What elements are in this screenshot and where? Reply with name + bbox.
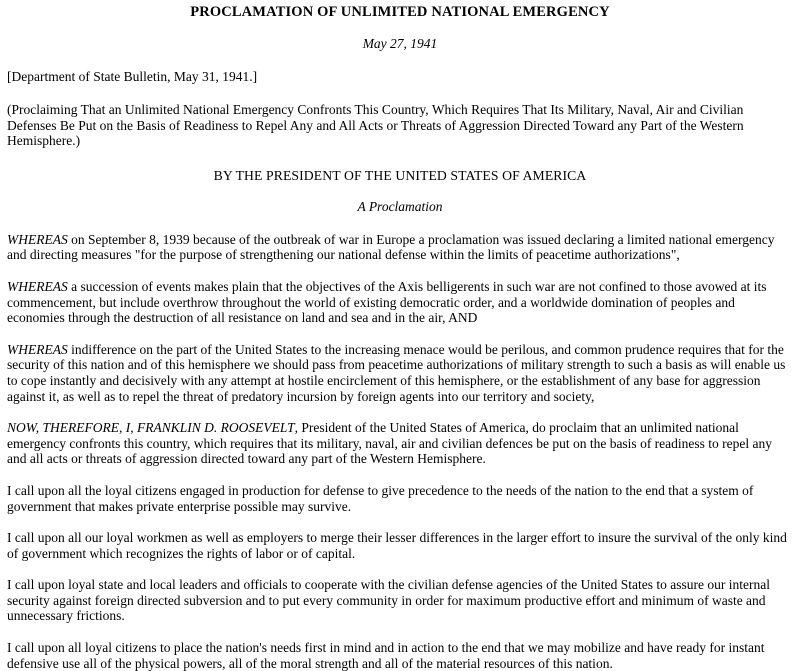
paragraph-text: I call upon all loyal citizens to place the nation's needs first in mind and in action to the end that we may mobilize and have ready for instant defensive use all of the physical powers, all of the moral strength and all of the material resources of this nation.	[7, 640, 765, 671]
paragraph-text: I call upon loyal state and local leaders and officials to cooperate with the civilian defense agencies of the United States to assure our internal security against foreign directed subversion and to put every community in order for maximum productive effort and minimum of waste and unnecessary frictions.	[7, 577, 770, 624]
paragraph-whereas-3	[7, 326, 793, 404]
paragraph-text: on September 8, 1939 because of the outbreak of war in Europe a proclamation was issued declaring a limited national emergency and directing measures "for the purpose of strengthening our national defense within the limits of peacetime authorizations",	[7, 231, 775, 263]
paragraph-lead-in: NOW, THEREFORE, I, FRANKLIN D. ROOSEVELT	[7, 420, 295, 436]
paragraph-text: indifference on the part of the United States to the increasing menace would be perilous, and common prudence requires that for the security of this nation and of this hemisphere we should pass from peacetime authorizations of military strength to such a basis as will enable us to cope instantly and decisively with any attempt at hostile encirclement of this hemisphere, or the establishment of any base for aggression against it, as well as to repel the threat of predatory incursion by foreign agents into our territory and society,	[7, 341, 786, 404]
heading-by-the-president: BY THE PRESIDENT OF THE UNITED STATES OF AMERICA	[213, 167, 587, 183]
paragraph-lead-in: WHEREAS	[7, 231, 68, 247]
paragraph-text: , President of the United States of America, do proclaim that an unlimited national emergency confronts this country, which requires that its military, naval, air and civilian defences be put on the basis of readiness to repel any and all acts or threats of aggression directed toward any part of the Western Hemisphere.	[7, 420, 773, 467]
paragraph-call-state-local-leaders	[7, 561, 793, 624]
paragraph-call-citizens-production	[7, 467, 793, 514]
page-title: PROCLAMATION OF UNLIMITED NATIONAL EMERGENCY	[190, 4, 610, 20]
paragraph-whereas-2	[7, 263, 793, 326]
paragraph-now-therefore	[7, 404, 793, 467]
paragraph-call-all-citizens	[7, 624, 793, 671]
source-citation: [Department of State Bulletin, May 31, 1941.]	[7, 69, 258, 84]
document-date: May 27, 1941	[362, 36, 438, 51]
paragraph-lead-in: WHEREAS	[7, 278, 68, 294]
heading-a-proclamation: A Proclamation	[357, 198, 443, 214]
paragraph-text: I call upon all our loyal workmen as well as employers to merge their lesser differences in the larger effort to insure the survival of the only kind of government which recognizes the rights of labor or of capital.	[7, 530, 787, 561]
paragraph-call-workmen-employers	[7, 514, 793, 561]
paragraph-text: I call upon all the loyal citizens engaged in production for defense to give precedence to the needs of the nation to the end that a system of government that makes private enterprise possible may survive.	[7, 482, 754, 514]
document-subtitle: (Proclaiming That an Unlimited National Emergency Confronts This Country, Which Requires That Its Military, Naval, Air and Civilian Defenses Be Put on the Basis of Readiness to Repel Any and All Acts or Threats of Aggression Directed Toward any Part of the Western Hemisphere.)	[7, 102, 744, 149]
paragraph-whereas-1	[7, 215, 793, 263]
paragraph-text: a succession of events makes plain that the objectives of the Axis belligerents in such war are not confined to those avowed at its commencement, but include overthrow throughout the world of existing democratic order, and a worldwide domination of peoples and economies through the destruction of all resistance on land and sea and in the air, AND	[7, 278, 767, 326]
paragraph-lead-in: WHEREAS	[7, 341, 68, 357]
